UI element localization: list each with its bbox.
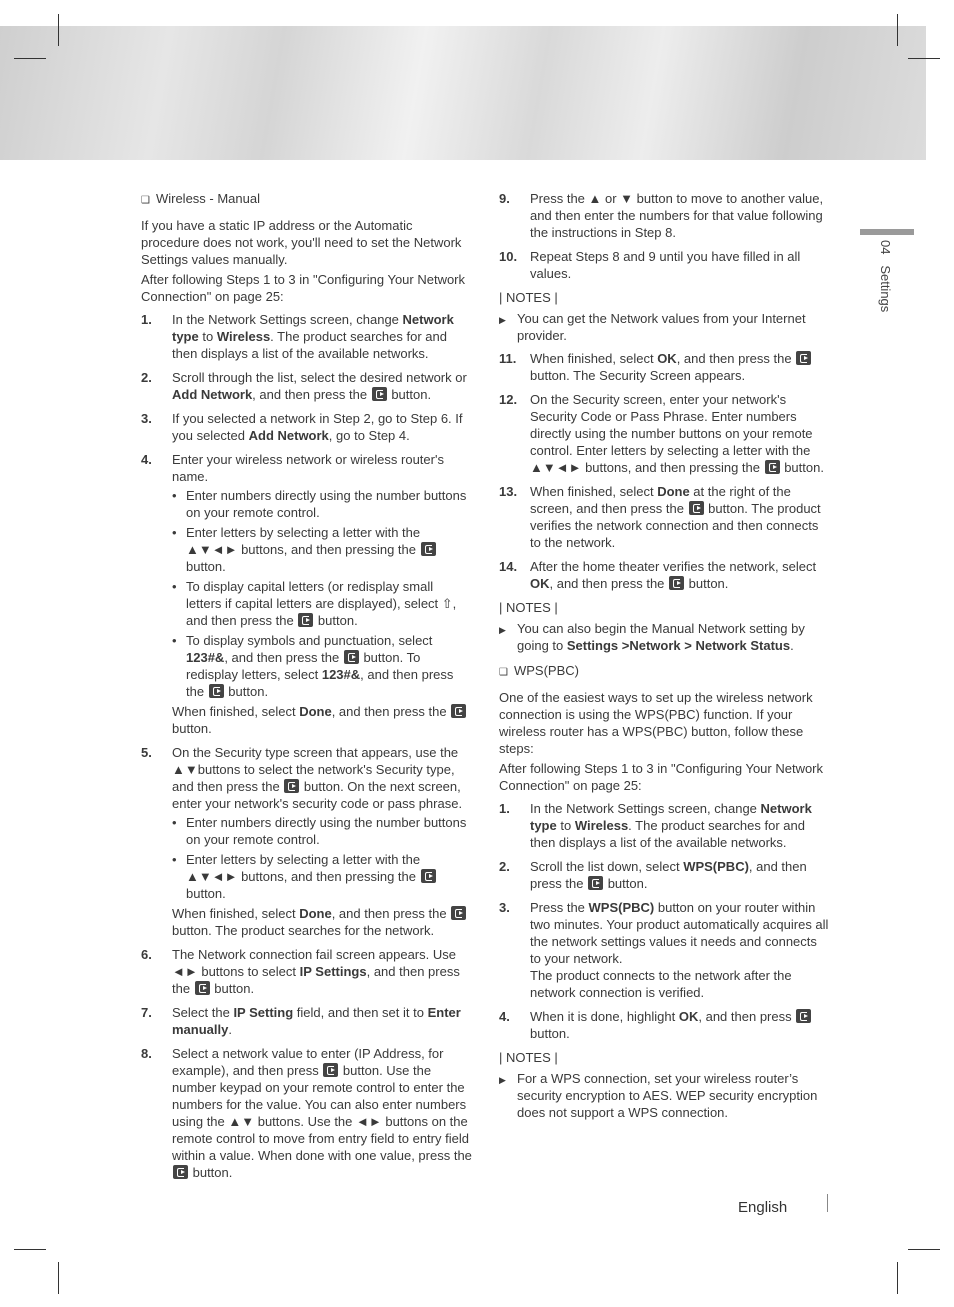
step-body: The Network connection fail screen appears. Use ◄► buttons to select IP Settings, and then press the button. xyxy=(172,947,460,996)
step-text xyxy=(172,451,472,737)
step-body: When it is done, highlight OK, and then press button. xyxy=(530,1008,831,1042)
steps-list xyxy=(499,800,831,1042)
step-body: In the Network Settings screen, change Network type to Wireless. The product searches for and then displays a list of the available networks. xyxy=(530,801,812,850)
numbered-step xyxy=(499,1008,831,1042)
left-steps-list xyxy=(141,311,472,1181)
step-body: Scroll the list down, select WPS(PBC), and then press the button. xyxy=(530,859,807,891)
step-number: 1. xyxy=(141,312,152,327)
crop-mark xyxy=(58,1262,59,1294)
step-text xyxy=(530,483,831,551)
numbered-step xyxy=(141,744,472,939)
step-number: 6. xyxy=(141,947,152,962)
notes-list xyxy=(499,620,831,654)
bullet-text: Enter letters by selecting a letter with the ▲▼◄► buttons, and then pressing the button. xyxy=(186,524,472,575)
chapter-label: Settings xyxy=(878,265,893,313)
bullet-item xyxy=(172,632,472,700)
notes-list xyxy=(499,310,831,344)
step-body: Scroll through the list, select the desired network or Add Network, and then press the button. xyxy=(172,370,467,402)
step-text xyxy=(530,248,831,282)
chapter-tab xyxy=(878,240,893,312)
left-column xyxy=(141,190,472,1188)
step-body: On the Security screen, enter your network's Security Code or Pass Phrase. Enter numbers directly using the number buttons on your remote control. Enter letters by selecting a letter with the ▲▼◄► buttons, and then pressing the button. xyxy=(530,392,824,475)
crop-mark xyxy=(14,1249,46,1250)
step-number: 14. xyxy=(499,559,518,574)
bullet-item xyxy=(172,487,472,521)
step-body: Enter your wireless network or wireless router's name. xyxy=(172,452,444,484)
step-text xyxy=(530,858,831,892)
step-followup: When finished, select Done, and then press the button. xyxy=(172,703,472,737)
numbered-step xyxy=(141,410,472,444)
crop-mark xyxy=(58,14,59,46)
step-number: 3. xyxy=(499,900,510,915)
numbered-step xyxy=(499,899,831,1001)
step-body: If you selected a network in Step 2, go to Step 6. If you selected Add Network, go to Step 4. xyxy=(172,411,463,443)
numbered-step xyxy=(499,391,831,476)
note-text: You can also begin the Manual Network setting by going to Settings >Network > Network Status. xyxy=(517,621,805,653)
step-text xyxy=(172,311,472,362)
numbered-step xyxy=(141,451,472,737)
crop-mark xyxy=(908,58,940,59)
bullet-dot: • xyxy=(172,525,177,540)
numbered-step xyxy=(141,311,472,362)
step-number: 1. xyxy=(499,801,510,816)
step-body: In the Network Settings screen, change Network type to Wireless. The product searches for and then displays a list of the available networks. xyxy=(172,312,454,361)
step-text xyxy=(530,558,831,592)
bullet-text: To display capital letters (or redisplay small letters if capital letters are displayed), select ⇧, and then press the button. xyxy=(186,579,457,628)
bullet-text: Enter letters by selecting a letter with the ▲▼◄► buttons, and then pressing the button. xyxy=(186,851,472,902)
step-text xyxy=(172,1045,472,1181)
step-body: When finished, select OK, and then press the button. The Security Screen appears. xyxy=(530,350,831,384)
footer-divider xyxy=(827,1194,828,1212)
crop-mark xyxy=(908,1249,940,1250)
note-text: You can get the Network values from your Internet provider. xyxy=(517,311,806,343)
note-item xyxy=(499,310,831,344)
intro-paragraph: If you have a static IP address or the Automatic procedure does not work, you'll need to set the Network Settings values manually. xyxy=(141,218,462,267)
note-arrow-icon: ▶ xyxy=(499,315,506,325)
note-item xyxy=(499,620,831,654)
step-number: 5. xyxy=(141,745,152,760)
numbered-step xyxy=(141,946,472,997)
bullet-text: To display symbols and punctuation, select 123#&, and then press the button. To redisplay letters, select 123#&, and then press the button. xyxy=(186,633,454,699)
numbered-step xyxy=(499,558,831,592)
numbered-step xyxy=(499,800,831,851)
intro-paragraph: One of the easiest ways to set up the wireless network connection is using the WPS(PBC) function. If your wireless router has a WPS(PBC) button, follow these steps: xyxy=(499,690,813,756)
bullet-item xyxy=(172,578,472,629)
step-number: 3. xyxy=(141,411,152,426)
notes-list xyxy=(499,1070,831,1121)
step-text xyxy=(530,190,831,241)
bullet-dot: • xyxy=(172,633,177,648)
bullet-text: Enter numbers directly using the number buttons on your remote control. xyxy=(186,815,467,847)
bullet-text: Enter numbers directly using the number buttons on your remote control. xyxy=(186,488,467,520)
note-arrow-icon: ▶ xyxy=(499,625,506,635)
step-number: 13. xyxy=(499,484,518,499)
step-number: 8. xyxy=(141,1046,152,1061)
step-number: 9. xyxy=(499,191,510,206)
step-number: 7. xyxy=(141,1005,152,1020)
notes-heading: | NOTES | xyxy=(499,600,558,615)
step-text xyxy=(530,391,831,476)
intro-paragraph: After following Steps 1 to 3 in "Configuring Your Network Connection" on page 25: xyxy=(141,272,466,304)
note-text: For a WPS connection, set your wireless router’s security encryption to AES. WEP security encryption does not support a WPS connection. xyxy=(517,1071,818,1120)
step-number: 4. xyxy=(499,1009,510,1024)
header-banner xyxy=(0,26,926,160)
numbered-step xyxy=(141,1045,472,1181)
numbered-step xyxy=(141,1004,472,1038)
step-body: Select the IP Setting field, and then set it to Enter manually. xyxy=(172,1005,461,1037)
steps-list xyxy=(499,350,831,592)
steps-list xyxy=(499,190,831,282)
numbered-step xyxy=(141,369,472,403)
numbered-step xyxy=(499,858,831,892)
step-text xyxy=(172,410,472,444)
bullet-dot: • xyxy=(172,579,177,594)
notes-heading: | NOTES | xyxy=(499,1050,558,1065)
step-text xyxy=(172,946,472,997)
step-text xyxy=(172,1004,472,1038)
bullet-dot: • xyxy=(172,815,177,830)
step-number: 4. xyxy=(141,452,152,467)
step-number: 2. xyxy=(141,370,152,385)
step-text xyxy=(172,369,472,403)
chapter-tab-bar xyxy=(860,229,914,235)
step-text xyxy=(530,899,831,1001)
numbered-step xyxy=(499,483,831,551)
footer-language: English xyxy=(738,1199,788,1216)
step-body: When finished, select Done at the right of the screen, and then press the button. The product verifies the network connection and then connects to the network. xyxy=(530,484,821,550)
step-number: 2. xyxy=(499,859,510,874)
intro-paragraph: After following Steps 1 to 3 in "Configuring Your Network Connection" on page 25: xyxy=(499,761,824,793)
step-body: Press the ▲ or ▼ button to move to another value, and then enter the numbers for that value following the instructions in Step 8. xyxy=(530,191,824,240)
step-number: 10. xyxy=(499,249,518,264)
bullet-item xyxy=(172,524,472,575)
bullet-item xyxy=(172,814,472,848)
step-body: Repeat Steps 8 and 9 until you have filled in all values. xyxy=(530,249,801,281)
step-body: Press the WPS(PBC) button on your router within two minutes. Your product automatically acquires all the network settings values it needs and connects to your network. The product connects to the network after the network connection is verified. xyxy=(530,900,829,1000)
step-body: On the Security type screen that appears, use the ▲▼buttons to select the network's Security type, and then press the button. On the next screen, enter your network's security code or pass phrase. xyxy=(172,745,463,811)
step-text xyxy=(530,1008,831,1042)
step-body: After the home theater verifies the network, select OK, and then press the button. xyxy=(530,559,817,591)
numbered-step xyxy=(499,350,831,384)
crop-mark xyxy=(14,58,46,59)
step-number: 12. xyxy=(499,392,518,407)
section-title: ❑ Wireless - Manual xyxy=(141,191,260,206)
step-followup: When finished, select Done, and then press the button. The product searches for the network. xyxy=(172,905,472,939)
step-text xyxy=(530,800,831,851)
step-text xyxy=(530,350,831,384)
numbered-step xyxy=(499,190,831,241)
bullet-item xyxy=(172,851,472,902)
crop-mark xyxy=(897,1262,898,1294)
crop-mark xyxy=(897,14,898,46)
notes-heading: | NOTES | xyxy=(499,290,558,305)
numbered-step xyxy=(499,248,831,282)
step-number: 11. xyxy=(499,351,517,366)
step-body: Select a network value to enter (IP Address, for example), and then press button. Use the number keypad on your remote control to enter the numbers for the value. You can also enter numbers using the ▲▼ buttons. Use the ◄► buttons on the remote control to move from entry field to entry field within a value. When done with one value, press the button. xyxy=(172,1046,472,1180)
chapter-number: 04 xyxy=(878,240,893,255)
note-arrow-icon: ▶ xyxy=(499,1075,506,1085)
section-title: ❑ WPS(PBC) xyxy=(499,663,579,678)
right-column xyxy=(499,190,831,1127)
bullet-dot: • xyxy=(172,488,177,503)
note-item xyxy=(499,1070,831,1121)
step-text xyxy=(172,744,472,939)
bullet-dot: • xyxy=(172,852,177,867)
